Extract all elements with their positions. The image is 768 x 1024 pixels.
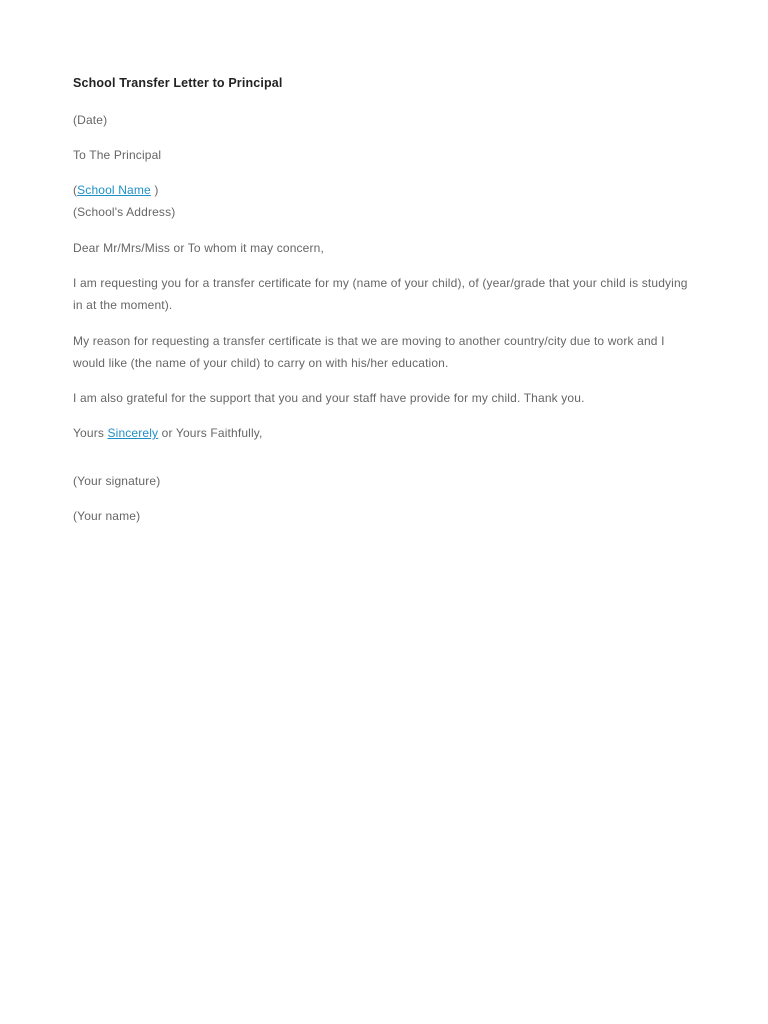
recipient-line: To The Principal xyxy=(73,148,162,162)
school-name-link[interactable]: School Name xyxy=(77,183,151,197)
date-line: (Date) xyxy=(73,113,108,127)
paragraph-reason: My reason for requesting a transfer certificate is that we are moving to another country/city due to work and I would like (the name of your child) to carry on with his/her education. xyxy=(73,334,665,370)
school-name-open: ( xyxy=(73,183,78,197)
school-name-line xyxy=(73,179,158,201)
letter-title: School Transfer Letter to Principal xyxy=(73,76,283,90)
sincerely-link[interactable]: Sincerely xyxy=(107,426,159,440)
school-name-close: ) xyxy=(150,183,159,197)
paragraph-thanks: I am also grateful for the support that you and your staff have provide for my child. Thank you. xyxy=(73,391,585,405)
salutation-line: Dear Mr/Mrs/Miss or To whom it may concern, xyxy=(73,241,324,255)
signature-line: (Your signature) xyxy=(73,474,161,488)
name-line: (Your name) xyxy=(73,509,141,523)
closing-suffix: or Yours Faithfully, xyxy=(158,426,263,440)
closing-prefix: Yours xyxy=(73,426,108,440)
paragraph-request: I am requesting you for a transfer certificate for my (name of your child), of (year/grade that your child is studying in at the moment). xyxy=(73,276,688,312)
school-address-line: (School's Address) xyxy=(73,205,176,219)
closing-line xyxy=(73,422,263,444)
